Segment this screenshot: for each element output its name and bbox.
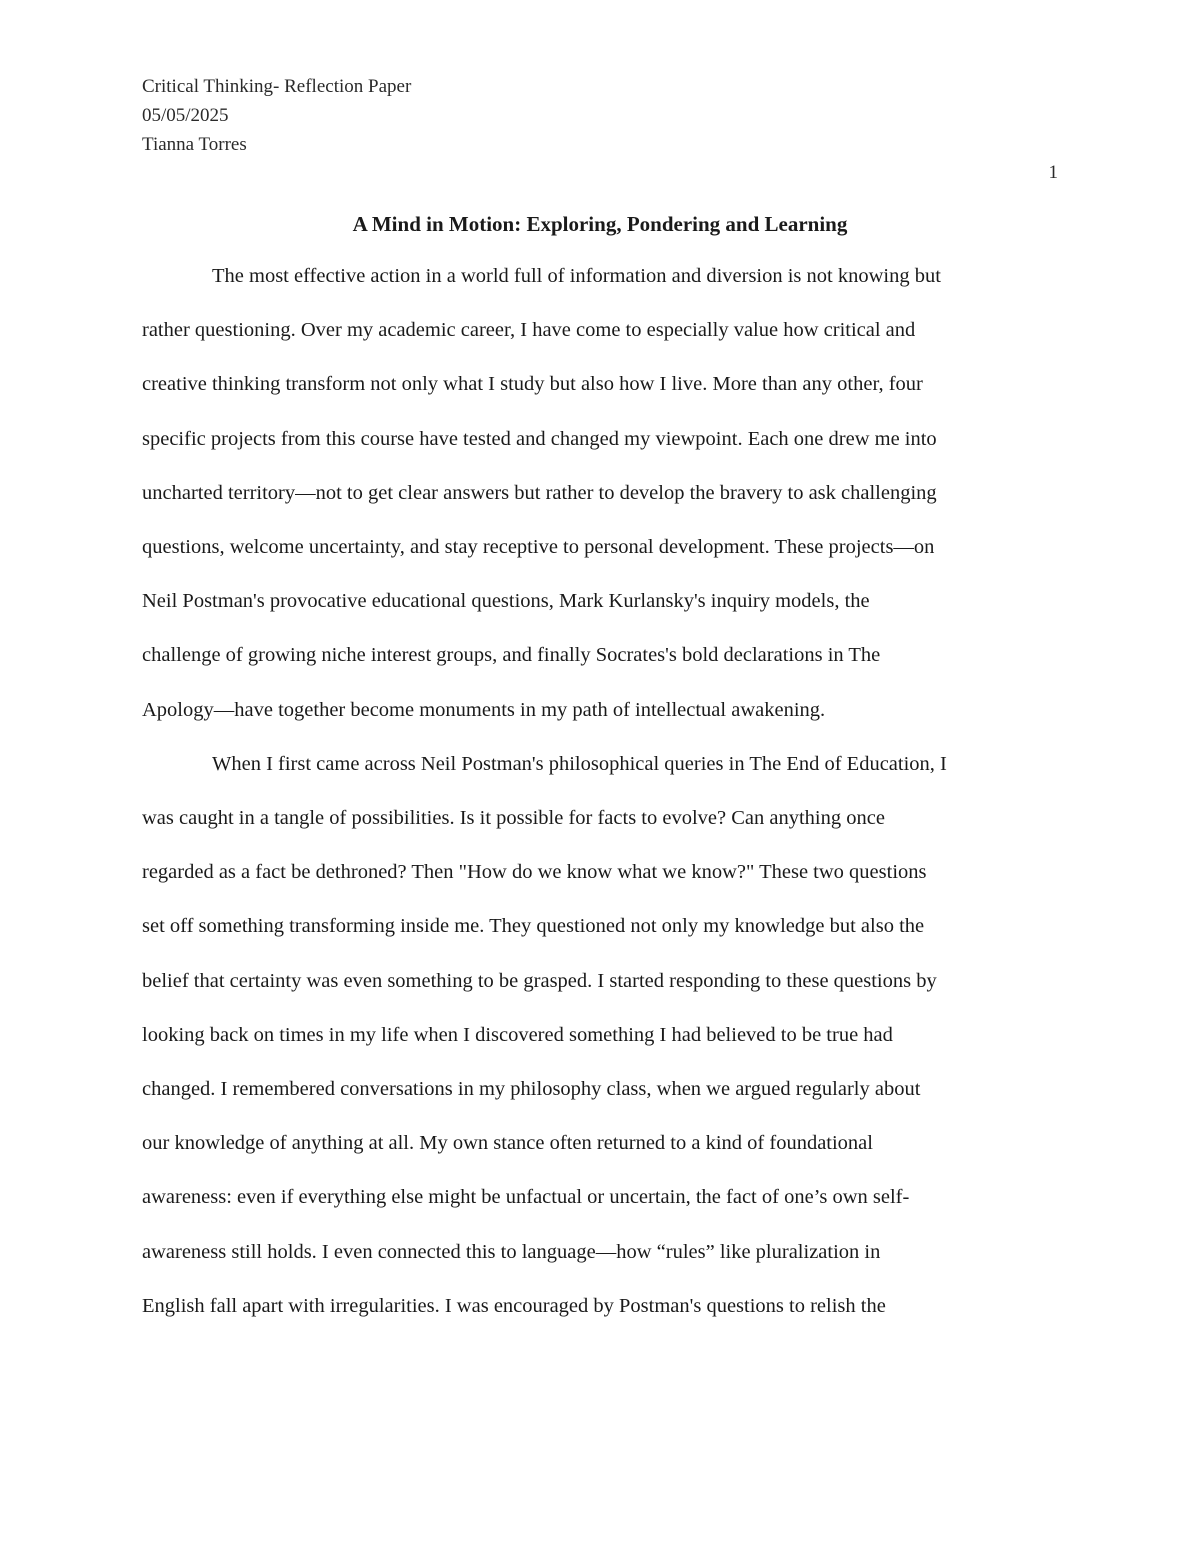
text-line: Apology—have together become monuments in my path of intellectual awakening. <box>142 698 826 721</box>
text-line: rather questioning. Over my academic career, I have come to especially value how critical and <box>142 319 916 342</box>
paragraph <box>142 737 1060 1333</box>
text-line: challenge of growing niche interest groups, and finally Socrates's bold declarations in The <box>142 644 881 667</box>
text-line: belief that certainty was even something to be grasped. I started responding to these questions by <box>142 969 937 992</box>
page-number: 1 <box>1048 162 1058 183</box>
text-line: Neil Postman's provocative educational questions, Mark Kurlansky's inquiry models, the <box>142 590 870 613</box>
text-line: awareness: even if everything else might be unfactual or uncertain, the fact of one’s own self- <box>142 1186 910 1209</box>
text-line: creative thinking transform not only what I study but also how I live. More than any other, four <box>142 373 923 396</box>
author-name: Tianna Torres <box>142 134 247 155</box>
text-line: When I first came across Neil Postman's philosophical queries in The End of Education, I <box>212 752 947 775</box>
text-line: set off something transforming inside me. They questioned not only my knowledge but also the <box>142 915 925 938</box>
text-line: our knowledge of anything at all. My own stance often returned to a kind of foundational <box>142 1132 873 1155</box>
document-header <box>142 72 411 159</box>
paper-title: A Mind in Motion: Exploring, Pondering and Learning <box>352 212 848 236</box>
text-line: looking back on times in my life when I discovered something I had believed to be true had <box>142 1023 893 1046</box>
text-line: The most effective action in a world full of information and diversion is not knowing but <box>212 265 941 287</box>
text-line: changed. I remembered conversations in my philosophy class, when we argued regularly about <box>142 1078 921 1101</box>
text-line: was caught in a tangle of possibilities. Is it possible for facts to evolve? Can anything once <box>142 807 885 830</box>
course-title: Critical Thinking- Reflection Paper <box>142 76 412 97</box>
text-line: regarded as a fact be dethroned? Then "How do we know what we know?" These two questions <box>142 861 927 884</box>
document-date: 05/05/2025 <box>142 105 229 126</box>
text-line: specific projects from this course have tested and changed my viewpoint. Each one drew me into <box>142 427 937 450</box>
text-line: English fall apart with irregularities. I was encouraged by Postman's questions to relish the <box>142 1294 886 1317</box>
text-line: awareness still holds. I even connected this to language—how “rules” like pluralization in <box>142 1240 881 1263</box>
text-line: uncharted territory—not to get clear answers but rather to develop the bravery to ask challenging <box>142 481 937 504</box>
paper-body <box>142 249 1060 1333</box>
paragraph <box>142 249 1060 737</box>
text-line: questions, welcome uncertainty, and stay receptive to personal development. These projects—on <box>142 536 935 559</box>
